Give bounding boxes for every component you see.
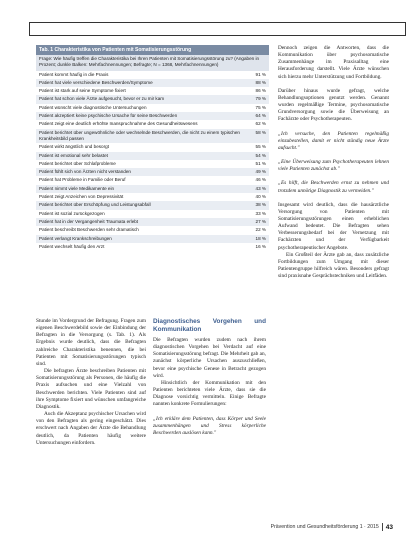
table-row [36,143,269,151]
table-row [36,201,269,209]
text-column-right [278,45,389,280]
table-cell-percent: 58 % [255,129,266,135]
table-cell-characteristic: Patient hat viele verschiedene Beschwerden/Symptome [39,79,153,85]
table-cell-percent: 91 % [255,71,266,77]
table-cell-percent: 38 % [255,202,266,208]
table-cell-characteristic: Patient ist stark auf seine Symptome fixiert [39,88,126,94]
table-cell-characteristic: Patient hat schon viele Ärzte aufgesucht, bevor er zu mir kam [39,96,165,102]
table-row [36,210,269,218]
table-cell-characteristic: Patient berichtet über ungewöhnliche oder wechselnde Beschwerden, die nicht zu einem typischen Krankheitsbild passen [39,129,240,141]
quote: „Eine Überweisung zum Psychotherapeuten lehnen viele Patienten zunächst ab." [278,159,389,173]
table-row [36,87,269,95]
table-cell-percent: 18 % [255,235,266,241]
table-row [36,218,269,226]
table-row [36,235,269,243]
table-row [36,79,269,87]
table-row [36,226,269,234]
paragraph: Ein Großteil der Ärzte gab an, dass zusätzliche Fortbildungen zum Umgang mit dieser Patientengruppe hilfreich wären. Besonders gefragt sind praxisnahe Gesprächstechniken und Leitfäden. [278,251,389,280]
table-cell-characteristic: Patient berichtet über Schlafprobleme [39,160,116,166]
table-cell-characteristic: Patient verlangt Krankschreibungen [39,235,112,241]
table-cell-characteristic: Patient zeigt eine deutlich erhöhte Inanspruchnahme des Gesundheitswesens [39,121,198,127]
table-cell-percent: 16 % [255,243,266,249]
table-cell-percent: 75 % [255,104,266,110]
quote: „Es hilft, die Beschwerden ernst zu nehmen und trotzdem unnötige Diagnostik zu vermeiden." [278,180,389,194]
table-cell-percent: 86 % [255,88,266,94]
table-cell-characteristic: Patient zeigt Anzeichen von Depressivität [39,194,124,200]
table-cell-percent: 51 % [255,160,266,166]
table-cell-percent: 33 % [255,210,266,216]
table-intro: Frage: Wie häufig treffen die Charakteristika bei Ihren Patienten mit Somatisierungsstörung zu? (Angaben in Prozent; dunkle Balken: Mehrfachnennungen; Befragte; N = 1368, Mehrfachnennungen) [36,55,269,71]
footer-divider [382,523,383,531]
page-number: 43 [385,523,393,531]
table-cell-characteristic: Patient ist emotional sehr belastet [39,152,108,158]
table-cell-percent: 88 % [255,79,266,85]
table-cell-percent: 49 % [255,169,266,175]
table-cell-percent: 62 % [255,121,266,127]
quote: „Ich erkläre dem Patienten, dass Körper und Seele zusammenhängen und Stress körperliche Beschwerden auslösen kann." [153,415,266,436]
text-column-left [36,318,146,447]
table-row [36,71,269,79]
table-cell-percent: 55 % [255,144,266,150]
table-cell-percent: 43 % [255,185,266,191]
paragraph: Auch die Akzeptanz psychischer Ursachen wird von den Befragten als gering eingeschätzt. Dies erschwert nach Angaben der Ärzte die Behandlung deutlich, da Patienten häufig weitere Untersuchungen einfordern. [36,411,146,446]
paragraph: Insgesamt wird deutlich, dass die hausärztliche Versorgung von Patienten mit Somatisierungsstörungen einen erheblichen Aufwand bedeutet. Die Befragten sehen Verbesserungsbedarf bei der Vernetzung mit Fachärzten und der Verfügbarkeit psychotherapeutischer Angebote. [278,201,389,251]
table-cell-percent: 27 % [255,218,266,224]
table-cell-characteristic: Patient berichtet über Erschöpfung und Leistungsabfall [39,202,151,208]
table-cell-percent: 40 % [255,194,266,200]
table-cell-characteristic: Patient hat Probleme in Familie oder Beruf [39,177,126,183]
paragraph: Darüber hinaus wurde gefragt, welche Behandlungsoptionen genutzt werden. Genannt wurden regelmäßige Termine, psychosomatische Grundversorgung sowie die Überweisung an Fachärzte oder Psychotherapeuten. [278,87,389,123]
table-cell-percent: 22 % [255,227,266,233]
paragraph: Hinsichtlich der Kommunikation mit den Patienten berichteten viele Ärzte, dass sie die Diagnose vorsichtig vermitteln. Einige Befragte nannten konkrete Formulierungen: [153,379,266,408]
table-row [36,95,269,103]
table-row [36,120,269,128]
quote: „Ich versuche, den Patienten regelmäßig einzubestellen, damit er nicht ständig neue Ärzte aufsucht." [278,130,389,151]
table-cell-characteristic: Patient beschreibt Beschwerden sehr dramatisch [39,227,139,233]
page-footer [271,523,393,531]
table-row [36,243,269,251]
header-frame [29,22,406,36]
table-body [36,71,269,252]
table-cell-percent: 46 % [255,177,266,183]
table-cell-characteristic: Patient nimmt viele Medikamente ein [39,185,115,191]
table-cell-characteristic: Patient wechselt häufig den Arzt [39,243,105,249]
paragraph: Stunde im Vordergrund der Befragung. Fragen zum eigenen Beschwerdebild sowie der Einbindung der Befragten in die Versorgung (s. Tab. 1). Als Ergebnis wurde deutlich, dass die Befragten zahlreiche Charakteristika benennen, die bei Patienten mit Somatisierungsstörungen typisch sind. [36,318,146,367]
table-cell-characteristic: Patient hat in der Vergangenheit Traumata erlebt [39,218,139,224]
table-row [36,193,269,201]
table-cell-characteristic: Patient wirkt ängstlich und besorgt [39,144,109,150]
paragraph: Dennoch zeigen die Antworten, dass die Kommunikation über psychosomatische Zusammenhänge im Praxisalltag eine Herausforderung darstellt. Viele Ärzte wünschen sich hierzu mehr Unterstützung und Fortbildung. [278,45,389,80]
table-cell-characteristic: Patient akzeptiert keine psychische Ursache für seine Beschwerden [39,113,178,119]
table-cell-characteristic: Patient ist sozial zurückgezogen [39,210,105,216]
table-1 [36,45,269,251]
table-cell-characteristic: Patient kommt häufig in die Praxis [39,71,109,77]
table-cell-percent: 54 % [255,152,266,158]
table-title: Tab. 1 Charakteristika von Patienten mit Somatisierungsstörung [36,45,269,55]
table-cell-characteristic: Patient fühlt sich von Ärzten nicht verstanden [39,169,131,175]
table-row [36,129,269,144]
paragraph: Die befragten Ärzte beschreiben Patienten mit Somatisierungsstörung als Personen, die häufig die Praxis aufsuchen und eine Vielzahl von Beschwerden berichten. Viele Patienten sind auf ihre Symptome fixiert und wünschen umfangreiche Diagnostik. [36,368,146,410]
table-cell-characteristic: Patient wünscht viele diagnostische Untersuchungen [39,104,147,110]
journal-name: Prävention und Gesundheitsförderung 1 · 2015 [270,524,379,530]
table-row [36,176,269,184]
table-row [36,160,269,168]
table-cell-percent: 64 % [255,113,266,119]
table-row [36,185,269,193]
table-row [36,104,269,112]
paragraph: Die Befragten wurden zudem nach ihrem diagnostischen Vorgehen bei Verdacht auf eine Somatisierungsstörung befragt. Die Mehrheit gab an, zunächst körperliche Ursachen auszuschließen, bevor eine psychische Genese in Betracht gezogen wird. [153,337,266,379]
text-column-middle [153,318,266,437]
section-heading: Diagnostisches Vorgehen und Kommunikation [153,318,266,333]
table-row [36,168,269,176]
table-cell-percent: 79 % [255,96,266,102]
table-row [36,112,269,120]
table-row [36,152,269,160]
